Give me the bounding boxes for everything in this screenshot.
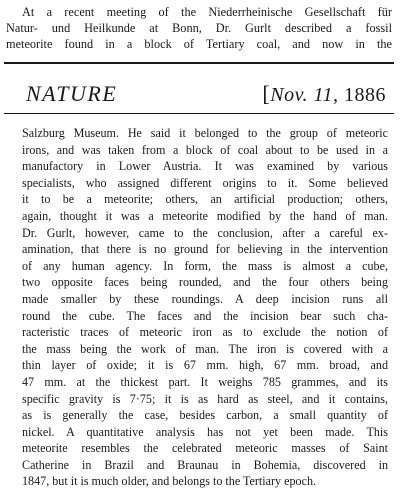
article-line: 1847, but it is much older, and belongs to the Tertiary epoch. [22, 474, 317, 489]
top-divider-rule [4, 62, 394, 64]
article-line: meteorite resembles the celebrated meteoric masses of Saint [22, 441, 388, 456]
article-line: as is generally the case, besides carbon, a small quantity of [22, 408, 388, 423]
issue-date [262, 80, 386, 109]
article-line: Salzburg Museum. He said it belonged to the group of meteoric [22, 126, 388, 140]
issue-date-text: Nov. 11, [270, 84, 339, 106]
article-line: it to be a meteorite; others, an artificial production; others, [22, 192, 388, 207]
date-bracket: [ [262, 81, 271, 106]
article-line: manufactory in Lower Austria. It was examined by various [22, 159, 388, 174]
fragment-line: At a recent meeting of the Niederrheinische Gesellschaft für [22, 5, 392, 19]
article-line: of any human agency. In form, the mass is almost a cube, [22, 258, 388, 273]
article-line: two opposite faces being rounded, and the four others being [22, 275, 388, 290]
article-line: made smaller by these roundings. A deep incision runs all [22, 291, 388, 306]
article-line: Dr. Gurlt, however, came to the conclusion, after a careful ex- [22, 225, 388, 240]
article-line: specialists, who assigned different origins to it. Some believed [22, 175, 388, 190]
preceding-column-fragment [6, 4, 392, 52]
article-line: racteristic traces of meteoric iron as to exclude the notion of [22, 325, 388, 340]
article-line: 47 mm. at the thickest part. It weighs 785 grammes, and its [22, 374, 388, 389]
article-body [22, 125, 388, 490]
article-line: thin layer of oxide; it is 67 mm. high, 67 mm. broad, and [22, 358, 388, 373]
article-line: Catherine in Brazil and Braunau in Bohemia, discovered in [22, 457, 388, 472]
article-line: specific gravity is 7·75; it is as hard as steel, and it contains, [22, 391, 388, 406]
journal-title: NATURE [26, 81, 118, 106]
fragment-line: Natur- und Heilkunde at Bonn, Dr. Gurlt described a fossil [6, 21, 392, 35]
article-line: again, thought it was a meteorite modified by the hand of man. [22, 208, 388, 223]
article-line: the mass being the work of man. The iron is covered with a [22, 341, 388, 356]
article-line: round the cube. The faces and the incision bear such cha- [22, 308, 388, 323]
fragment-line: meteorite found in a block of Tertiary coal, and now in the [6, 37, 392, 51]
article-line: nickel. A quantitative analysis has not yet been made. This [22, 424, 388, 439]
header-divider-rule [4, 113, 394, 114]
issue-year: 1886 [344, 84, 386, 106]
article-line: amination, that there is no ground for believing in the intervention [22, 242, 388, 257]
article-line: irons, and was taken from a block of coal about to be used in a [22, 142, 388, 157]
running-header [4, 80, 394, 110]
